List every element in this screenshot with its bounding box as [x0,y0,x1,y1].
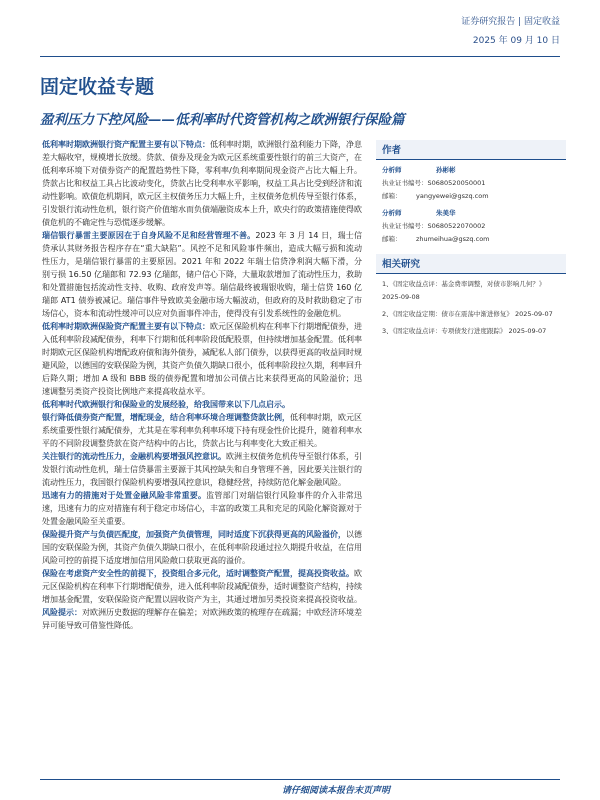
paragraph-text: 低利率时期，欧元区系统重要性银行减配债券，尤其是在零利率负利率环境下持有现金性价比提升，随着利率水平的不同阶段调整贷款在资产结构中的占比，贷款占比与利率变化大致正相关。 [42,413,362,448]
report-category: 证券研究报告 | 固定收益 [461,17,560,27]
related-report-item[interactable] [376,278,566,304]
summary-paragraph [42,489,362,528]
paragraph-heading: 低利率时期欧洲保险资产配置主要有以下特点： [42,322,210,331]
author-email[interactable]: yangyewei@gszq.com [416,192,489,200]
header-divider [40,56,560,57]
related-report-date: 2025-09-08 [382,293,420,301]
summary-paragraph [42,450,362,489]
author-email-row [376,233,566,246]
summary-paragraph [42,567,362,606]
sidebar [376,140,566,338]
summary-paragraph [42,320,362,398]
authors-heading: 作者 [376,140,566,160]
paragraph-heading: 低利率时期欧洲银行资产配置主要有以下特点： [42,140,210,149]
author-email-row [376,190,566,203]
related-report-item[interactable] [376,308,566,321]
page-title: 固定收益专题 [40,76,155,98]
summary-paragraph [42,138,362,229]
footer-disclaimer: 请仔细阅读本报告末页声明 [281,786,390,796]
paragraph-text: 低利率时期，欧洲银行盈利能力下降，净息差大幅收窄，规模增长放缓。贷款、债券及现金为欧元区系统重要性银行的前三大资产，在低利率环境下对债券资产的配置趋势性下降，零利率/负利率期间现金资产占比大幅上升。贷款占比和权益工具占比波动变化，贷款占比受利率水平影响，权益工具占比受到经济和流动性影响。欧债危机期间，欧元区主权债务压力大幅上升，主权债务危机传导至银行体系，引发银行流动性危机，银行资产价值缩水而负债端融资成本上升，欧央行的政策措施使得欧债危机的不确定性与恐慌逐步缓解。 [42,140,362,227]
related-research-heading: 相关研究 [376,254,566,274]
author-name-row [376,207,566,220]
author-role: 分析师 [382,209,402,217]
paragraph-heading: 风险提示： [42,608,82,617]
paragraph-text: 欧元区保险机构在利率下行期增配债券，进入低利率阶段减配债券，利率下行期和低利率阶段低配股票，但持续增加基金配置。低利率时期欧元区保险机构增配政府债和海外债券，减配私人部门债券，以获得更高的收益同时规避风险，以德国的安联保险为例，其资产负债久期缺口很小，低利率阶段拉久期，利率回升后降久期；增加 A 级和 BBB 级的债券配置和增加公司债占比来获得更高的风险溢价；迅速调整另类资产投资比例地产来提高收益水平。 [42,322,362,396]
summary-paragraph [42,528,362,567]
report-header [461,14,560,46]
paragraph-heading: 迅速有力的措施对于处置金融风险非常重要。 [42,491,207,500]
summary-paragraph [42,398,362,411]
paragraph-text: 欧元区保险机构在利率下行期增配债券，进入低利率阶段减配债券，适时调整资产结构，持续增加基金配置，安联保险资产配置以固收资产为主，其通过增加另类投资来提高投资收益。 [42,569,362,604]
paragraph-text: 监管部门对瑞信银行风险事件的介入非常迅速，迅速有力的应对措施有利于稳定市场信心，丰富的政策工具和充足的风险化解资源对于处置金融风险至关重要。 [42,491,363,526]
author-card [376,207,566,246]
risk-warning [42,606,362,632]
paragraph-heading: 保险提升资产与负债匹配度，加强资产负债管理，同时适度下沉获得更高的风险溢价， [42,530,346,539]
author-name: 孙彬彬 [436,166,456,174]
paragraph-heading: 低利率时代欧洲银行和保险业的发展经验，给我国带来以下几点启示。 [42,400,290,409]
author-name: 朱美华 [436,209,456,217]
paragraph-heading: 银行降低债券资产配置，增配现金，结合利率环境合理调整贷款比例， [42,413,290,422]
author-cert-row [376,177,566,190]
paragraph-heading: 关注银行的流动性压力，金融机构要增强风控意识。 [42,452,226,461]
summary-column [42,138,362,632]
author-role: 分析师 [382,166,402,174]
footer-divider [40,779,560,780]
related-report-title[interactable]: 1、《固定收益点评：基金费率调整，对债市影响几何？》 [382,280,546,288]
email-label: 邮箱： [382,235,402,243]
summary-paragraph [42,411,362,450]
cert-label: 执业证书编号： [382,179,428,187]
paragraph-text: 对欧洲历史数据的理解存在偏差；对欧洲政策的梳理存在疏漏；中欧经济环境差异可能导致可借鉴性降低。 [42,608,362,630]
related-report-item[interactable] [376,325,566,338]
report-date: 2025 年 09 月 10 日 [472,36,560,46]
author-card [376,164,566,203]
paragraph-text: 欧洲主权债务危机传导至银行体系，引发银行流动性危机，瑞士信贷暴雷主要源于其风控缺失和自身管理不善，因此要关注银行的流动性压力，我国银行保险机构要增强风控意识，稳健经营，持续防范化解金融风险。 [42,452,362,487]
paragraph-text: 2023 年 3 月 14 日，瑞士信贷承认其财务报告程序存在“重大缺陷”。风控不足和风险事件频出，造成大幅亏损和流动性压力，是瑞信银行暴雷的主要原因。2021 年和 2022 年瑞士信贷净利润大幅下滑，分别亏损 16.50 亿瑞郎和 72.93 亿瑞郎，储户信心下降，大量取款增加了流动性压力，救助和处置措施包括流动性支持、收购、政府发声等。瑞信最终被瑞银收购，瑞士信贷 160 亿瑞郎 AT1 债券被减记。瑞信事件导致欧美金融市场大幅波动，但政府的及时救助稳定了市场信心，资本和流动性缓冲可以应对负面事件冲击，使得没有引发系统性的金融危机。 [42,231,363,318]
author-email[interactable]: zhumeihua@gszq.com [416,235,490,243]
paragraph-text: 以德国的安联保险为例，其资产负债久期缺口很小，在低利率阶段通过拉久期提升收益，在信用风险可控的前提下适度增加信用风险敞口获取更高的溢价。 [42,530,362,565]
report-subtitle: 盈利压力下控风险——低利率时代资管机构之欧洲银行保险篇 [40,112,405,128]
summary-paragraph [42,229,362,320]
author-name-row [376,164,566,177]
related-report-title[interactable]: 2、《固定收益定期：债市在震荡中渐进修复》 [382,310,513,318]
paragraph-heading: 保险在考虑资产安全性的前提下，投资组合多元化，适时调整资产配置，提高投资收益。 [42,569,354,578]
cert-number: S0680522070002 [427,222,486,230]
cert-label: 执业证书编号： [382,222,428,230]
author-cert-row [376,220,566,233]
email-label: 邮箱： [382,192,402,200]
related-report-title[interactable]: 3、《固定收益点评：专项债发行进度跟踪》 [382,327,507,335]
cert-number: S0680520050001 [427,179,486,187]
related-report-date: 2025-09-07 [514,310,553,318]
paragraph-heading: 瑞信银行暴雷主要原因在于自身风险不足和经营管理不善。 [42,231,256,240]
related-report-date: 2025-09-07 [508,327,547,335]
